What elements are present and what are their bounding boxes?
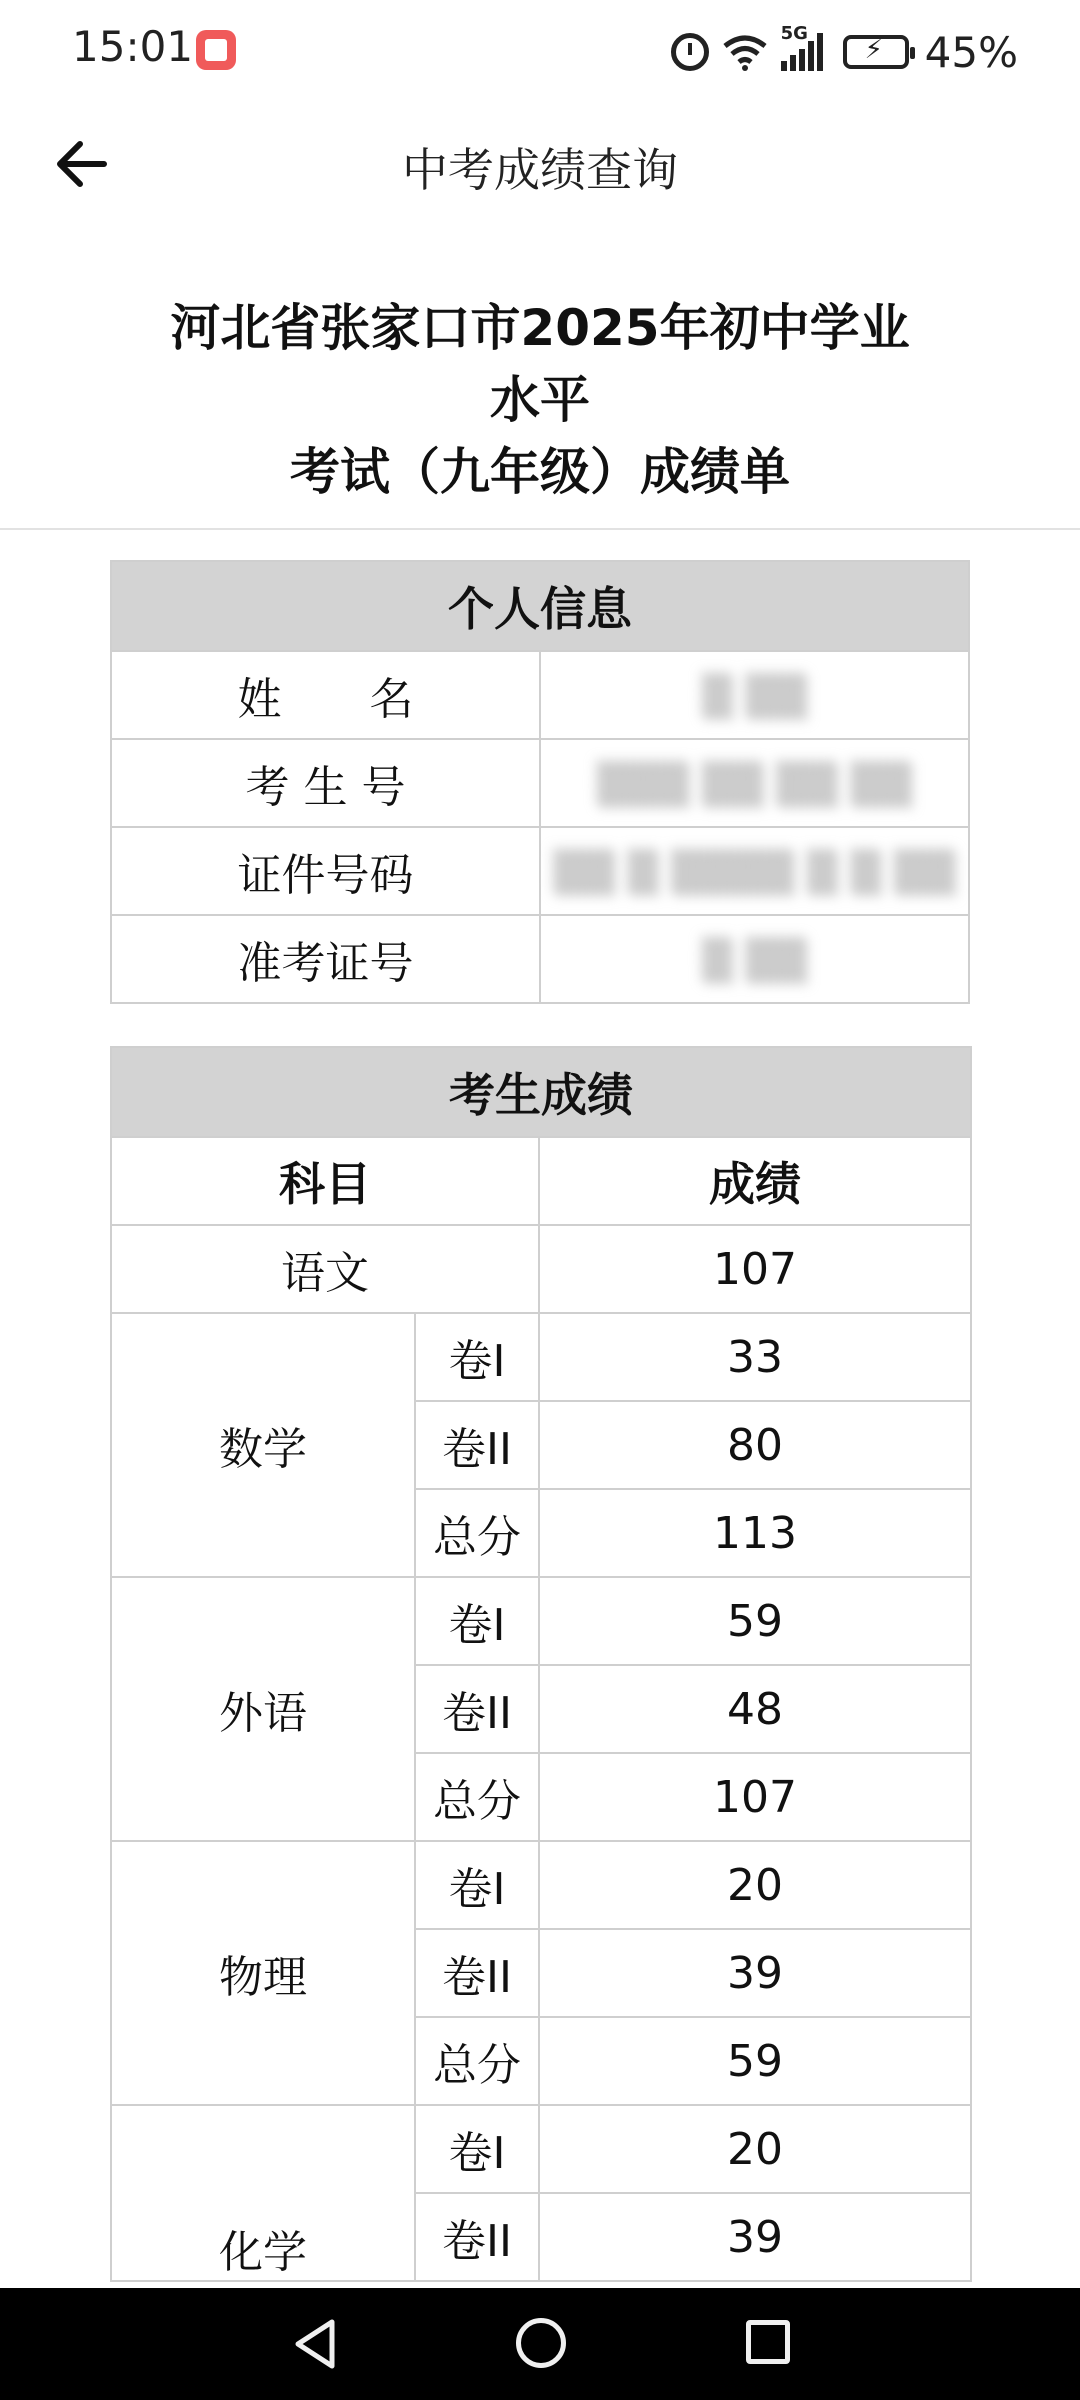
part-label: 卷I bbox=[415, 2105, 539, 2193]
table-row bbox=[111, 651, 969, 739]
part-label: 卷II bbox=[415, 1929, 539, 2017]
personal-info-table bbox=[110, 560, 970, 1004]
score-value: 48 bbox=[539, 1665, 971, 1753]
alarm-icon bbox=[671, 33, 709, 71]
document-title-line-2: 水平 bbox=[490, 371, 590, 429]
system-nav-bar bbox=[0, 2288, 1080, 2400]
table-row bbox=[111, 2105, 971, 2193]
status-icons bbox=[671, 24, 1018, 80]
name-value-text: ▒ ▒▒ bbox=[702, 673, 807, 720]
part-label: 卷II bbox=[415, 2193, 539, 2281]
score-value: 113 bbox=[539, 1489, 971, 1577]
table-row bbox=[111, 827, 969, 915]
subject-english: 外语 bbox=[111, 1577, 415, 1841]
subject-physics: 物理 bbox=[111, 1841, 415, 2105]
signal-icon bbox=[780, 23, 823, 71]
notification-app-icon bbox=[196, 30, 236, 70]
network-type-label: 5G bbox=[780, 23, 808, 44]
app-title: 中考成绩查询 bbox=[402, 143, 678, 197]
document-title-line-1: 河北省张家口市2025年初中学业 bbox=[170, 299, 910, 357]
part-label: 卷II bbox=[415, 1401, 539, 1489]
candidate-number-value-text: ▒▒▒ ▒▒ ▒▒ ▒▒ bbox=[597, 761, 912, 808]
part-label: 总分 bbox=[415, 1489, 539, 1577]
score-column-header: 成绩 bbox=[539, 1137, 971, 1225]
app-bar bbox=[0, 104, 1080, 224]
scores-table bbox=[110, 1046, 972, 2282]
score-value: 33 bbox=[539, 1313, 971, 1401]
part-label: 卷II bbox=[415, 1665, 539, 1753]
score-value: 59 bbox=[539, 2017, 971, 2105]
score-value: 80 bbox=[539, 1401, 971, 1489]
table-row bbox=[111, 1313, 971, 1401]
subject-column-header: 科目 bbox=[111, 1137, 539, 1225]
part-label: 卷I bbox=[415, 1841, 539, 1929]
admission-ticket-value-text: ▒ ▒▒ bbox=[702, 937, 807, 984]
subject-chemistry: 化学 bbox=[111, 2105, 415, 2281]
document-title-line-3: 考试（九年级）成绩单 bbox=[290, 443, 790, 501]
score-value: 39 bbox=[539, 1929, 971, 2017]
name-label: 姓 名 bbox=[111, 651, 540, 739]
part-label: 卷I bbox=[415, 1313, 539, 1401]
part-label: 总分 bbox=[415, 2017, 539, 2105]
personal-info-header: 个人信息 bbox=[111, 561, 969, 651]
candidate-number-label: 考 生 号 bbox=[111, 739, 540, 827]
candidate-number-value bbox=[540, 739, 969, 827]
nav-home-icon[interactable] bbox=[516, 2318, 566, 2368]
scores-header: 考生成绩 bbox=[111, 1047, 971, 1137]
table-row bbox=[111, 739, 969, 827]
battery-percent: 45% bbox=[924, 27, 1018, 77]
score-value: 20 bbox=[539, 2105, 971, 2193]
table-row bbox=[111, 1577, 971, 1665]
table-row bbox=[111, 1225, 971, 1313]
score-value: 20 bbox=[539, 1841, 971, 1929]
subject-chinese: 语文 bbox=[111, 1225, 539, 1313]
table-row bbox=[111, 915, 969, 1003]
status-time: 15:01 bbox=[72, 22, 194, 71]
content-panel[interactable] bbox=[0, 528, 1080, 2290]
admission-ticket-value bbox=[540, 915, 969, 1003]
table-row bbox=[111, 1841, 971, 1929]
part-label: 总分 bbox=[415, 1753, 539, 1841]
admission-ticket-label: 准考证号 bbox=[111, 915, 540, 1003]
status-bar bbox=[0, 0, 1080, 104]
id-number-value-text: ▒▒ ▒ ▒▒▒▒ ▒ ▒ ▒▒ bbox=[553, 849, 956, 896]
document-title bbox=[90, 292, 990, 508]
wifi-icon bbox=[721, 32, 769, 72]
subject-math: 数学 bbox=[111, 1313, 415, 1577]
nav-recents-icon[interactable] bbox=[746, 2320, 790, 2364]
battery-charging-icon bbox=[843, 35, 909, 69]
part-label: 卷I bbox=[415, 1577, 539, 1665]
score-value: 39 bbox=[539, 2193, 971, 2281]
nav-back-icon[interactable] bbox=[290, 2316, 340, 2372]
score-value: 59 bbox=[539, 1577, 971, 1665]
id-number-label: 证件号码 bbox=[111, 827, 540, 915]
name-value bbox=[540, 651, 969, 739]
table-header-row bbox=[111, 1137, 971, 1225]
id-number-value bbox=[540, 827, 969, 915]
score-value: 107 bbox=[539, 1753, 971, 1841]
score-chinese: 107 bbox=[539, 1225, 971, 1313]
